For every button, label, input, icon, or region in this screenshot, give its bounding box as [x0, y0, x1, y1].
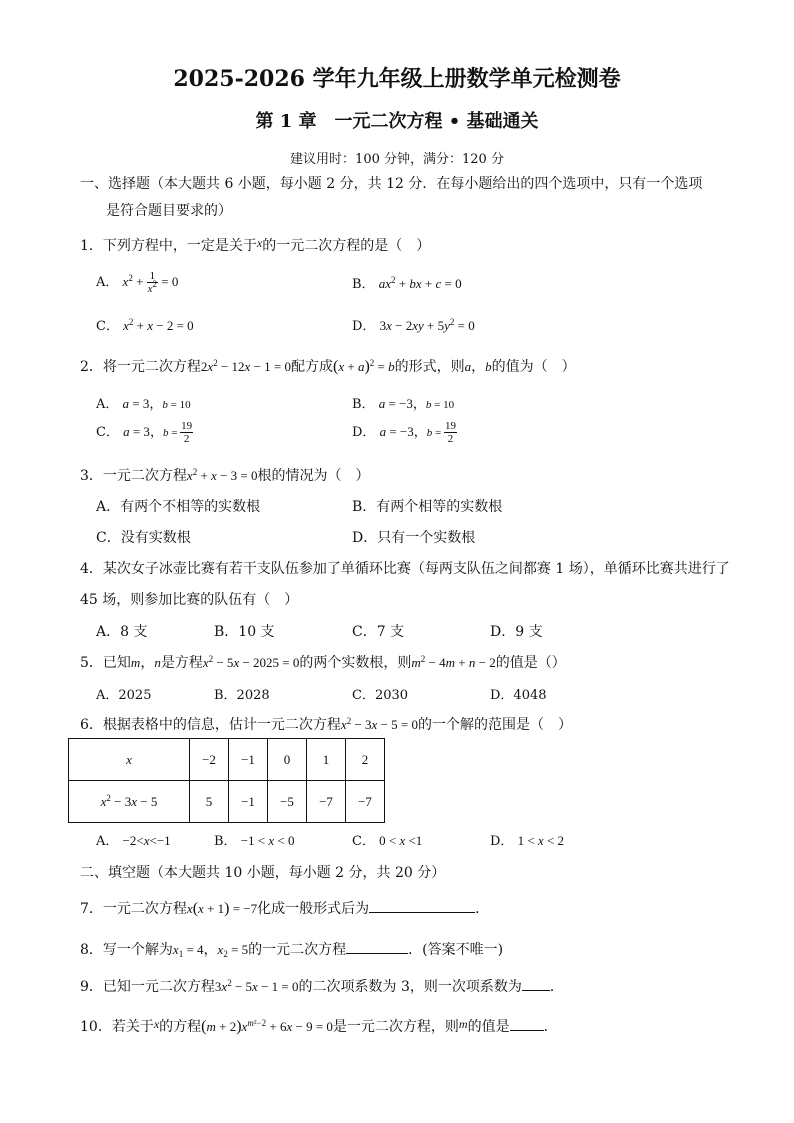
question-6-option-c[interactable]: C． 0 < x <1 — [352, 833, 423, 849]
answer-blank[interactable] — [369, 900, 475, 913]
table-cell: 5 — [190, 781, 229, 823]
table-cell: −1 — [229, 739, 268, 781]
question-6-stem: 6．根据表格中的信息，估计一元二次方程$x^2 - 3x - 5 = 0$的一个解的范围是（ ） — [80, 716, 572, 733]
table-row — [69, 739, 385, 781]
time-note: 建议用时：100 分钟，满分：120 分 — [290, 152, 504, 167]
question-5-stem: 5．已知m，n是方程$x^2 - 5x - 2025 = 0$的两个实数根，则$m^2 - 4m + n - 2$的值是（） — [80, 654, 566, 671]
table-cell: 2 — [346, 739, 385, 781]
question-2-option-a[interactable]: A． a = 3，b = 10 — [96, 396, 191, 412]
answer-blank[interactable] — [522, 978, 550, 991]
question-3-stem: 3．一元二次方程$x^2 + x - 3 = 0$根的情况为（ ） — [80, 467, 370, 484]
values-table — [68, 738, 385, 823]
question-6-option-d[interactable]: D． 1 < x < 2 — [490, 833, 565, 849]
table-cell: −1 — [229, 781, 268, 823]
table-cell: −2 — [190, 739, 229, 781]
table-cell: 0 — [268, 739, 307, 781]
question-10-stem: 10．若关于x的方程$(m + 2)x^{m^2-2} + 6x - 9 = 0$是一元二次方程，则m的值是 ． — [80, 1017, 558, 1035]
table-cell: −7 — [307, 781, 346, 823]
answer-blank[interactable] — [510, 1018, 544, 1031]
question-3-option-d[interactable]: D．只有一个实数根 — [352, 530, 476, 546]
table-cell: −7 — [346, 781, 385, 823]
question-8-stem: 8．写一个解为$x_1 = 4$，$x_2 = 5$的一元二次方程 ．(答案不唯一) — [80, 942, 504, 959]
table-header-cell: $x^2 - 3x - 5$ — [69, 781, 190, 823]
question-5-option-c[interactable]: C．2030 — [352, 688, 409, 703]
question-3-option-c[interactable]: C．没有实数根 — [96, 530, 191, 546]
question-9-stem: 9．已知一元二次方程$3x^2 - 5x - 1 = 0$的二次项系数为 3，则一次项系数为 ． — [80, 978, 564, 995]
question-4-option-a[interactable]: A．8 支 — [96, 624, 148, 640]
question-1-option-c[interactable]: C． $x^2 + x - 2 = 0$ — [96, 317, 194, 334]
question-1-stem: 1．下列方程中，一定是关于x的一元二次方程的是（ ） — [80, 236, 431, 254]
table-header-cell: x — [69, 739, 190, 781]
section1-instructions-cont: 是符合题目要求的） — [106, 203, 232, 219]
question-5-option-b[interactable]: B．2028 — [214, 688, 270, 703]
question-6-option-b[interactable]: B． −1 < x < 0 — [214, 833, 295, 849]
question-3-option-b[interactable]: B．有两个相等的实数根 — [352, 499, 503, 515]
question-5-option-a[interactable]: A．2025 — [96, 688, 152, 703]
question-2-stem: 2．将一元二次方程$2x^2 - 12x - 1 = 0$配方成$(x + a)^2 = b$的形式，则a，b的值为（ ） — [80, 358, 576, 375]
table-row — [69, 781, 385, 823]
question-5-option-d[interactable]: D．4048 — [490, 688, 547, 703]
question-1-option-a[interactable]: A． $x^2$ + $\frac{1}{x^2}$ = 0 — [96, 270, 179, 295]
question-4-option-b[interactable]: B．10 支 — [214, 624, 275, 640]
question-3-option-a[interactable]: A．有两个不相等的实数根 — [96, 499, 261, 515]
answer-blank[interactable] — [346, 941, 408, 954]
table-cell: −5 — [268, 781, 307, 823]
question-4-stem-cont: 45 场，则参加比赛的队伍有（ ） — [80, 592, 299, 608]
question-1-option-d[interactable]: D． $3x - 2xy + 5y^2 = 0$ — [352, 317, 475, 334]
question-2-option-d[interactable]: D． a = −3，b = $\frac{19}{2}$ — [352, 420, 456, 445]
page-subtitle: 第 1 章 一元二次方程 • 基础通关 — [255, 111, 539, 132]
question-1-option-b[interactable]: B． $ax^2$ + bx + c = 0 — [352, 275, 462, 292]
question-2-option-c[interactable]: C． a = 3，b = $\frac{19}{2}$ — [96, 420, 193, 445]
question-4-stem: 4．某次女子冰壶比赛有若干支队伍参加了单循环比赛（每两支队伍之间都赛 1 场），单循环比赛共进行了 — [80, 561, 730, 577]
question-6-option-a[interactable]: A． −2<x<−1 — [96, 833, 171, 849]
question-4-option-c[interactable]: C．7 支 — [352, 624, 405, 640]
question-2-option-b[interactable]: B． a = −3，b = 10 — [352, 396, 455, 412]
question-7-stem: 7．一元二次方程x(x + 1) = −7化成一般形式后为 ． — [80, 900, 490, 917]
question-4-option-d[interactable]: D．9 支 — [490, 624, 543, 640]
section1-instructions: 一、选择题（本大题共 6 小题，每小题 2 分，共 12 分．在每小题给出的四个选项中，只有一个选项 — [80, 176, 703, 192]
section2-title: 二、填空题（本大题共 10 小题，每小题 2 分，共 20 分） — [80, 865, 446, 881]
page-title: 2025-2026 学年九年级上册数学单元检测卷 — [173, 66, 621, 92]
table-cell: 1 — [307, 739, 346, 781]
